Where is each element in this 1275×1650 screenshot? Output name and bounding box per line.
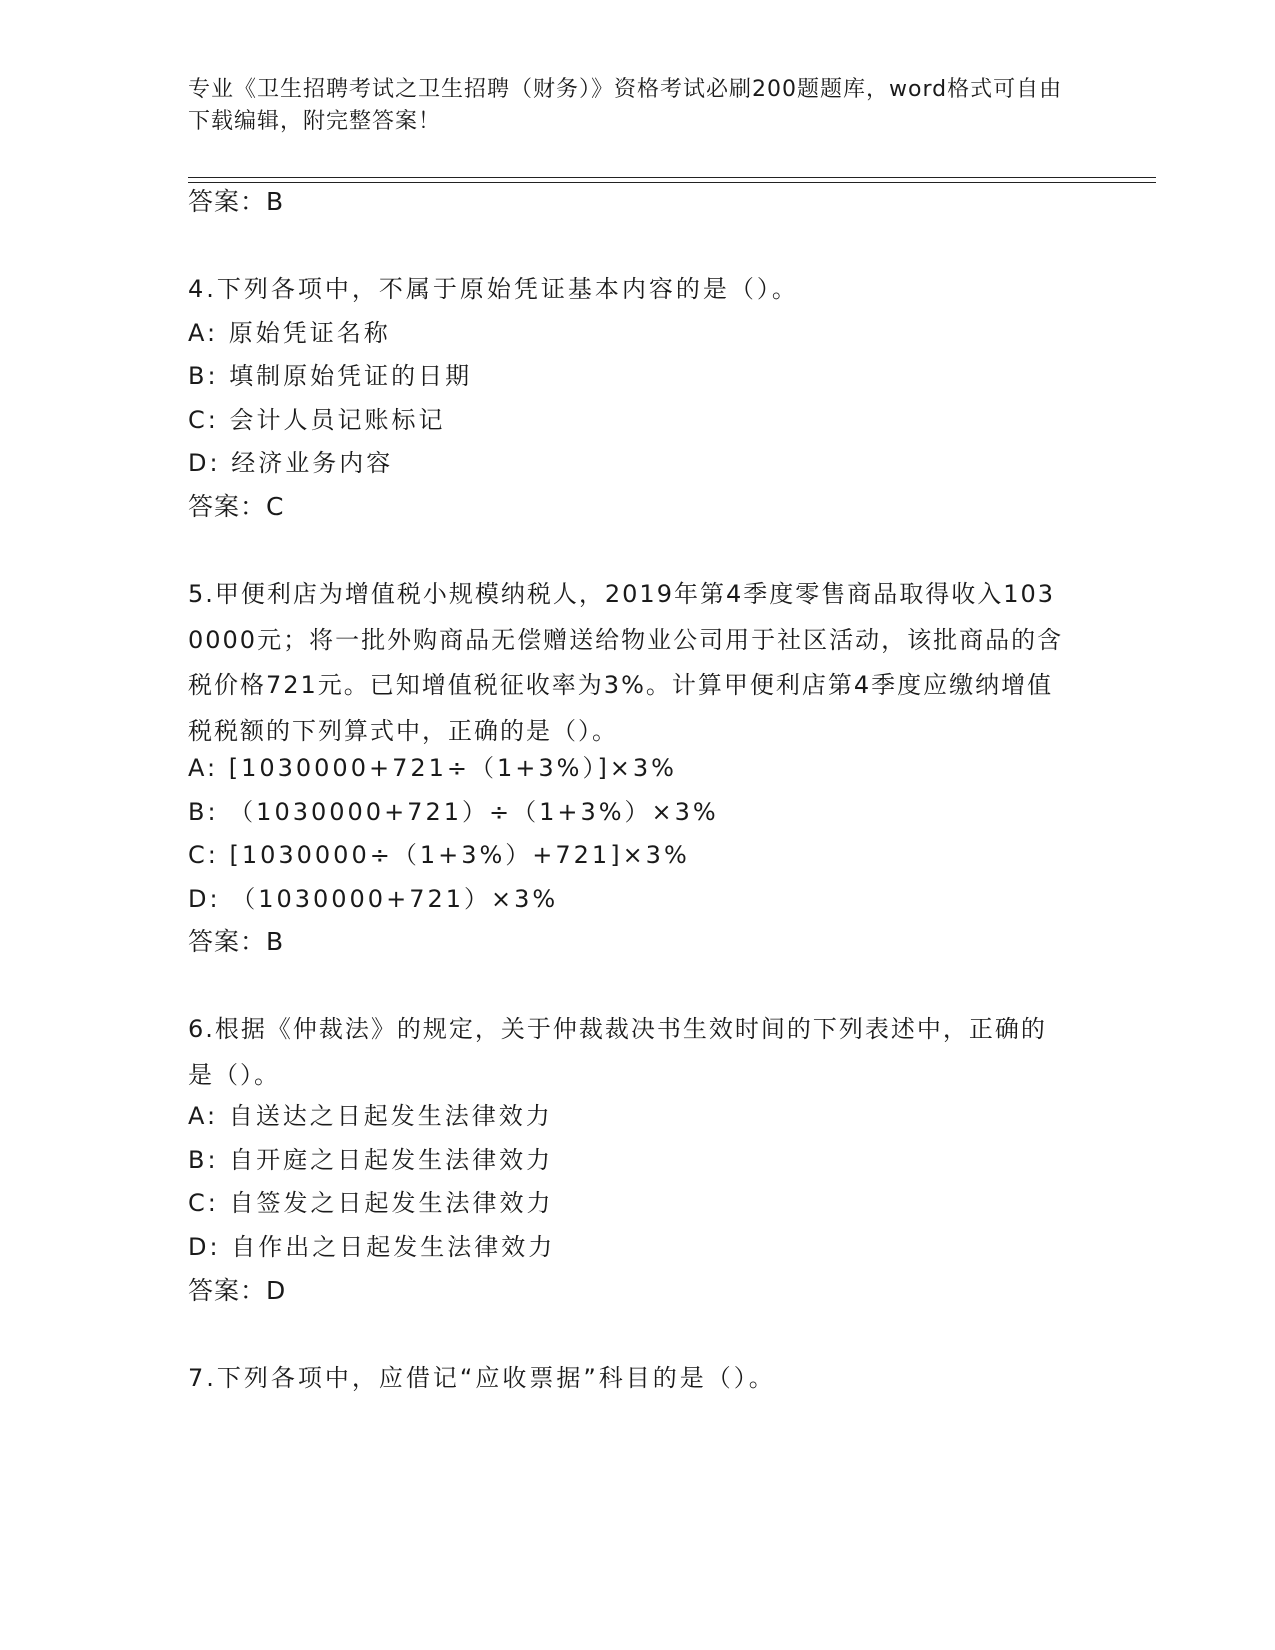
- answer-line: 答案：D: [188, 1276, 287, 1305]
- question-stem: 6.根据《仲裁法》的规定，关于仲裁裁决书生效时间的下列表述中，正确的是（）。: [188, 1015, 1047, 1089]
- question-stem: 7.下列各项中，应借记“应收票据”科目的是（）。: [188, 1364, 776, 1392]
- option-b: B: 自开庭之日起发生法律效力: [188, 1146, 554, 1174]
- option-b: B: （1030000+721）÷（1+3%）×3%: [188, 798, 719, 826]
- answer-line: 答案：C: [188, 492, 285, 521]
- header-divider-thin: [188, 177, 1156, 178]
- question-stem: 5.甲便利店为增值税小规模纳税人，2019年第4季度零售商品取得收入1030000元；将一批外购商品无偿赠送给物业公司用于社区活动，该批商品的含税价格721元。已知增值税征收率为3%。计算甲便利店第4季度应缴纳增值税税额的下列算式中，正确的是（）。: [188, 580, 1064, 745]
- option-d: D: 经济业务内容: [188, 449, 394, 477]
- option-c: C: 自签发之日起发生法律效力: [188, 1189, 554, 1217]
- document-header: 专业《卫生招聘考试之卫生招聘（财务）》资格考试必刷200题题库，word格式可自由下载编辑，附完整答案！: [188, 77, 1063, 134]
- header-divider-thick: [188, 182, 1156, 183]
- question-stem: 4.下列各项中，不属于原始凭证基本内容的是（）。: [188, 275, 799, 303]
- answer-line: 答案：B: [188, 927, 285, 956]
- option-d: D: 自作出之日起发生法律效力: [188, 1233, 556, 1261]
- answer-line: 答案：B: [188, 187, 285, 216]
- option-c: C: 会计人员记账标记: [188, 406, 446, 434]
- option-c: C: [1030000÷（1+3%）+721]×3%: [188, 841, 690, 869]
- option-a: A: 自送达之日起发生法律效力: [188, 1102, 553, 1130]
- option-a: A: 原始凭证名称: [188, 319, 391, 347]
- option-b: B: 填制原始凭证的日期: [188, 362, 473, 390]
- option-a: A: [1030000+721÷（1+3%）]×3%: [188, 754, 677, 782]
- option-d: D: （1030000+721）×3%: [188, 885, 559, 913]
